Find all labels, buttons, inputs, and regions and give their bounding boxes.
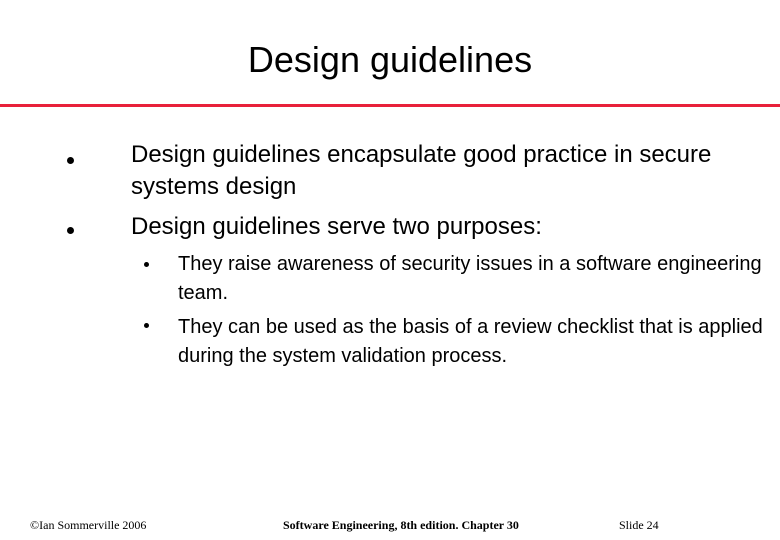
bullet-text-2: Design guidelines serve two purposes: bbox=[131, 213, 542, 240]
bullet-text-1: Design guidelines encapsulate good practice in secure systems design bbox=[131, 141, 712, 200]
bullet-dot-icon bbox=[67, 157, 74, 164]
footer-book-title: Software Engineering, 8th edition. Chapter 30 bbox=[283, 518, 519, 532]
footer-slide-number: Slide 24 bbox=[619, 518, 659, 532]
footer-copyright: ©Ian Sommerville 2006 bbox=[30, 518, 147, 532]
sub-bullet-dot-icon bbox=[144, 262, 149, 267]
sub-bullet-text-1: They raise awareness of security issues in a software engineering team. bbox=[178, 253, 762, 304]
sub-bullet-text-2: They can be used as the basis of a review checklist that is applied during the system validation process. bbox=[178, 316, 763, 367]
slide-title: Design guidelines bbox=[247, 39, 533, 80]
title-divider bbox=[0, 104, 780, 107]
bullet-dot-icon bbox=[67, 227, 74, 234]
sub-bullet-dot-icon bbox=[144, 323, 149, 328]
